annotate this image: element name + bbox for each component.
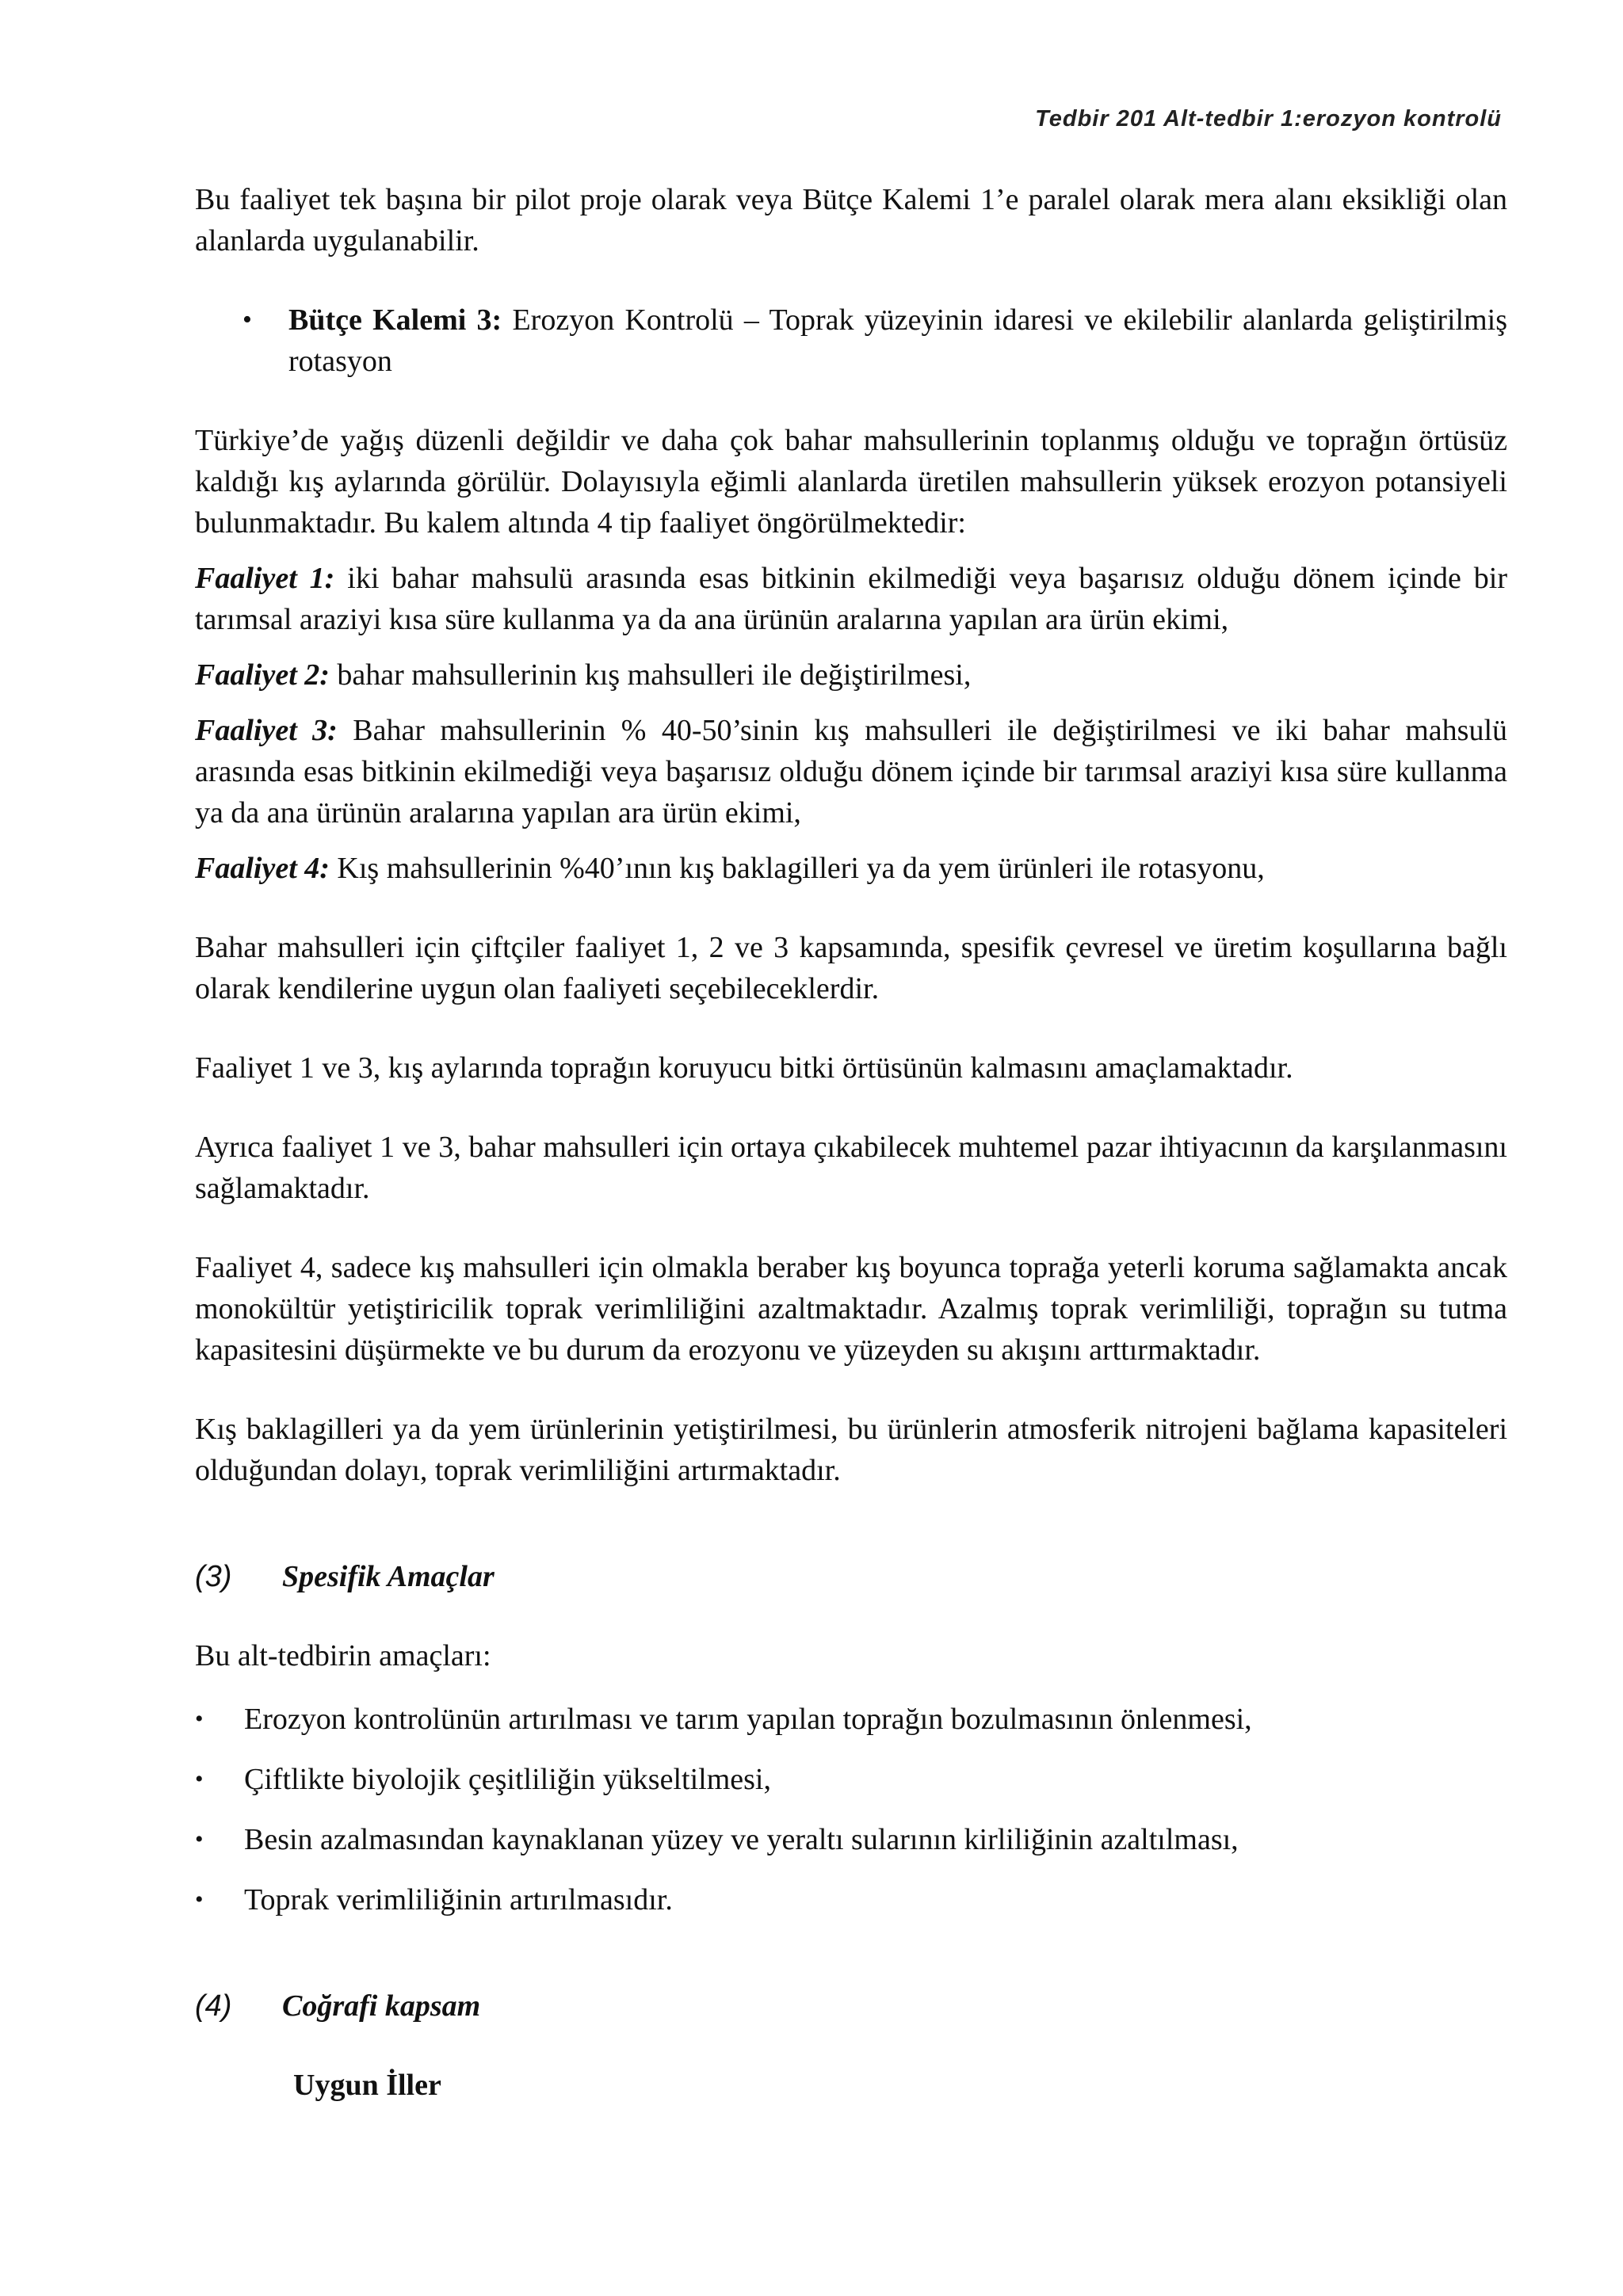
paragraph-cover: Faaliyet 1 ve 3, kış aylarında toprağın koruyucu bitki örtüsünün kalmasını amaçlamaktadır. xyxy=(195,1051,1293,1085)
section-number: (4) xyxy=(195,1989,232,2023)
activity-label: Faaliyet 4: xyxy=(195,852,330,885)
bullet-icon: • xyxy=(242,305,252,334)
section-number: (3) xyxy=(195,1560,232,1593)
list-item xyxy=(195,1819,1507,1860)
eligible-provinces-subheading: Uygun İller xyxy=(293,2069,441,2102)
activity-2 xyxy=(195,654,1507,696)
objectives-list xyxy=(195,1699,1507,1920)
paragraph-monoculture: Faaliyet 4, sadece kış mahsulleri için olmakla beraber kış boyunca toprağa yeterli koruma sağlamakta ancak monokültür yetiştiricilik toprak verimliliğini azaltmaktadır. Azalmış toprak verimliliği, toprağın su tutma kapasitesini düşürmekte ve bu durum da erozyonu ve yüzeyden su akışını arttırmaktadır. xyxy=(195,1251,1507,1367)
activity-text: iki bahar mahsulü arasında esas bitkinin ekilmediği veya başarısız olduğu dönem içinde bir tarımsal araziyi kısa süre kullanma ya da ana ürünün aralarına yapılan ara ürün ekimi, xyxy=(195,562,1508,636)
activity-label: Faaliyet 2: xyxy=(195,658,330,692)
budget-item-label: Bütçe Kalemi 3: xyxy=(288,303,502,337)
budget-item-bullet xyxy=(195,299,1507,382)
paragraph-market: Ayrıca faaliyet 1 ve 3, bahar mahsulleri için ortaya çıkabilecek muhtemel pazar ihtiyacının da karşılanmasını sağlamaktadır. xyxy=(195,1131,1507,1205)
list-item xyxy=(195,1699,1507,1740)
section-4-heading xyxy=(195,1985,1507,2027)
section-title: Spesifik Amaçlar xyxy=(282,1560,495,1593)
running-header: Tedbir 201 Alt-tedbir 1:erozyon kontrolü xyxy=(1035,106,1502,132)
intro-paragraph: Bu faaliyet tek başına bir pilot proje olarak veya Bütçe Kalemi 1’e paralel olarak mera alanı eksikliği olan alanlarda uygulanabilir. xyxy=(195,183,1507,257)
budget-item-description: Erozyon Kontrolü – Toprak yüzeyinin idaresi ve ekilebilir alanlarda geliştirilmiş rotasyon xyxy=(288,303,1508,378)
section-3-lead: Bu alt-tedbirin amaçları: xyxy=(195,1639,491,1672)
section-title: Coğrafi kapsam xyxy=(282,1989,481,2023)
paragraph-legumes: Kış baklagilleri ya da yem ürünlerinin yetiştirilmesi, bu ürünlerin atmosferik nitrojeni bağlama kapasiteleri olduğundan dolayı, toprak verimliliğini artırmaktadır. xyxy=(195,1413,1507,1487)
list-item-text: Besin azalmasından kaynaklanan yüzey ve yeraltı sularının kirliliğinin azaltılması, xyxy=(244,1823,1239,1856)
bullet-icon: • xyxy=(195,1886,204,1913)
paragraph-choice: Bahar mahsulleri için çiftçiler faaliyet 1, 2 ve 3 kapsamında, spesifik çevresel ve üretim koşullarına bağlı olarak kendilerine uygun olan faaliyeti seçebileceklerdir. xyxy=(195,931,1507,1005)
bullet-icon: • xyxy=(195,1766,204,1792)
activity-label: Faaliyet 1: xyxy=(195,562,335,595)
budget-item-text xyxy=(288,299,1507,382)
activity-3 xyxy=(195,710,1507,833)
list-item xyxy=(195,1759,1507,1800)
list-item-text: Toprak verimliliğinin artırılmasıdır. xyxy=(244,1883,673,1917)
list-item-text: Çiftlikte biyolojik çeşitliliğin yükseltilmesi, xyxy=(244,1763,771,1796)
rain-paragraph: Türkiye’de yağış düzenli değildir ve daha çok bahar mahsullerinin toplanmış olduğu ve toprağın örtüsüz kaldığı kış aylarında görülür. Dolayısıyla eğimli alanlarda üretilen mahsullerin yüksek erozyon potansiyeli bulunmaktadır. Bu kalem altında 4 tip faaliyet öngörülmektedir: xyxy=(195,424,1507,540)
section-3-heading xyxy=(195,1556,1507,1597)
activity-1 xyxy=(195,558,1507,640)
activity-text: Kış mahsullerinin %40’ının kış baklagilleri ya da yem ürünleri ile rotasyonu, xyxy=(329,852,1265,885)
document-body xyxy=(195,179,1507,2106)
bullet-icon: • xyxy=(195,1826,204,1852)
activity-label: Faaliyet 3: xyxy=(195,714,338,747)
activity-text: bahar mahsullerinin kış mahsulleri ile değiştirilmesi, xyxy=(329,658,972,692)
bullet-icon: • xyxy=(195,1706,204,1732)
list-item xyxy=(195,1879,1507,1920)
list-item-text: Erozyon kontrolünün artırılması ve tarım yapılan toprağın bozulmasının önlenmesi, xyxy=(244,1703,1252,1736)
activity-4 xyxy=(195,848,1507,889)
activity-text: Bahar mahsullerinin % 40-50’sinin kış mahsulleri ile değiştirilmesi ve iki bahar mahsulü arasında esas bitkinin ekilmediği veya başarısız olduğu dönem içinde bir tarımsal araziyi kısa süre kullanma ya da ana ürünün aralarına yapılan ara ürün ekimi, xyxy=(195,714,1508,830)
